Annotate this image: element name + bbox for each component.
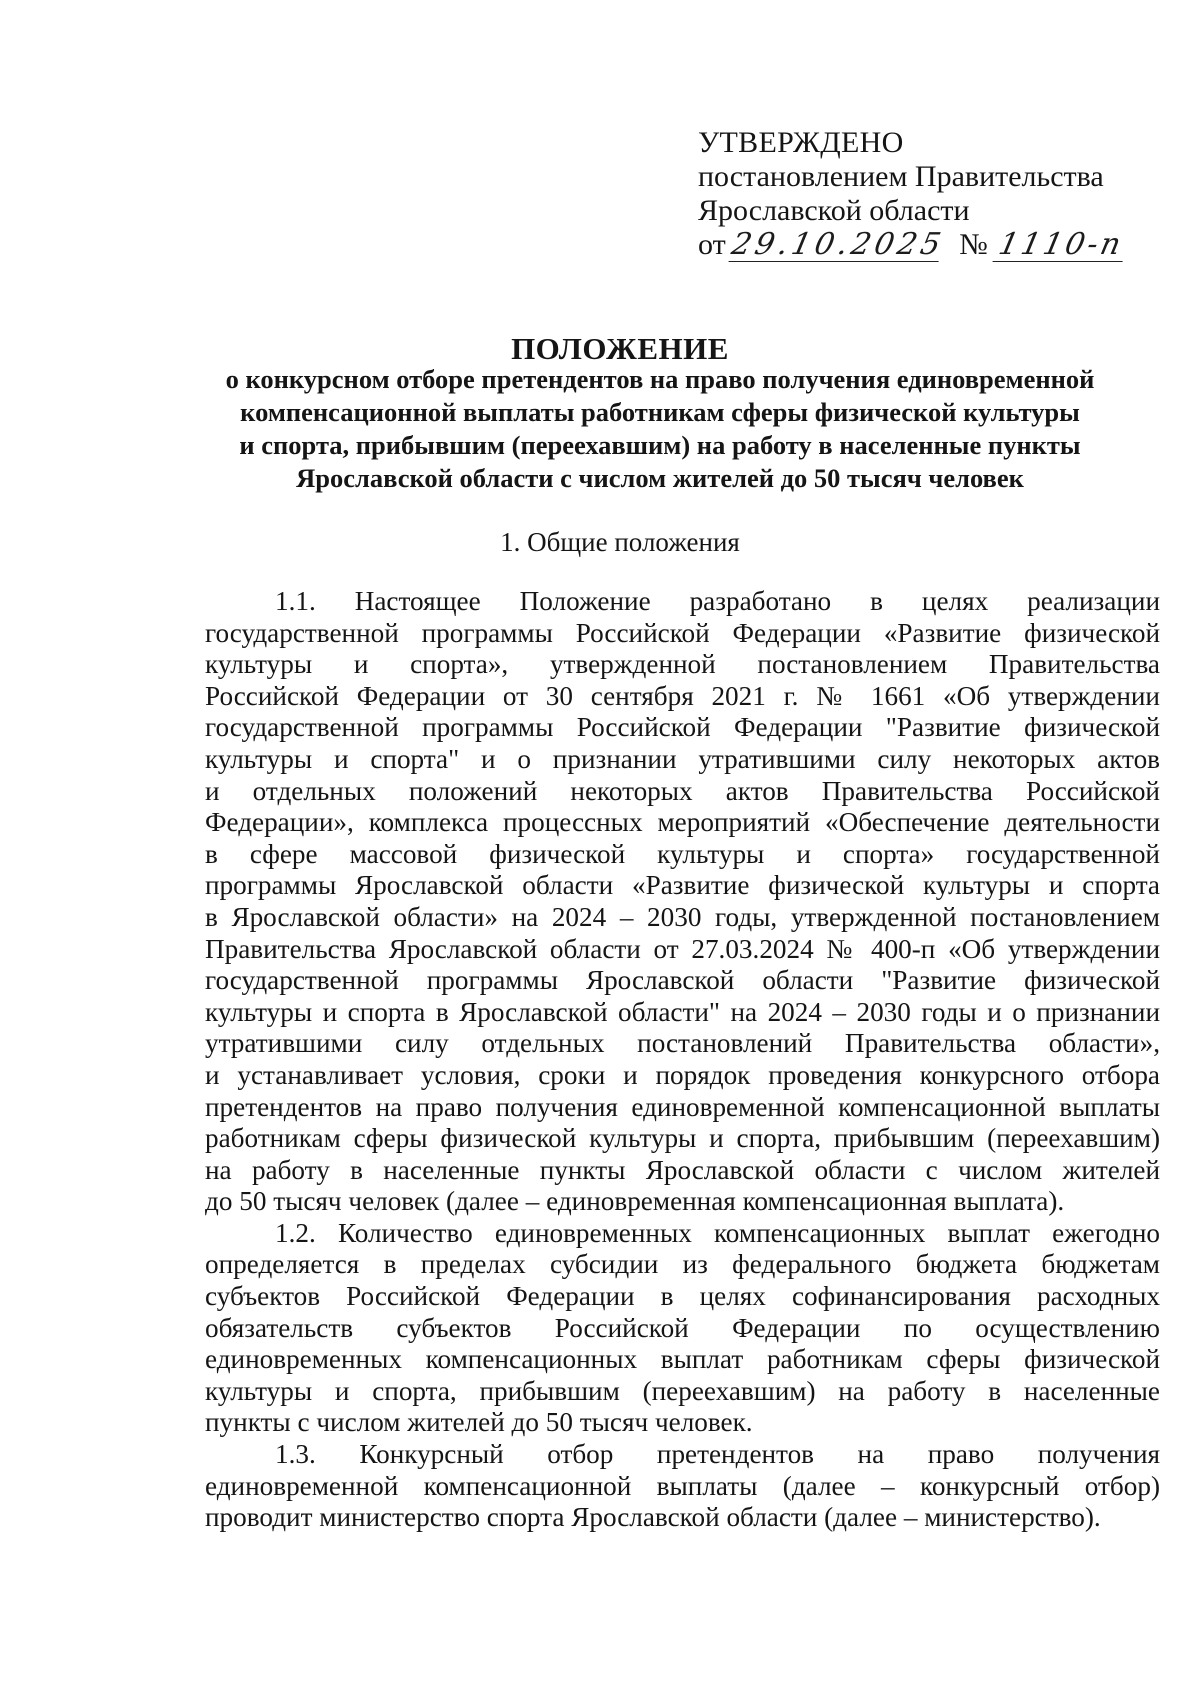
paragraph-line: культуры и спорта" и о признании утратившими силу некоторых актов [205, 743, 1160, 774]
document-title: ПОЛОЖЕНИЕ [511, 331, 729, 366]
paragraph-line: претендентов на право получения единовременной компенсационной выплаты [205, 1091, 1160, 1122]
paragraph [205, 1218, 1160, 1439]
body-text [205, 586, 1160, 1534]
paragraph-line: в сфере массовой физической культуры и спорта» государственной [205, 838, 1160, 869]
paragraph [205, 586, 1160, 1218]
approval-line-2: Ярославской области [698, 194, 970, 227]
paragraph-line: 1.3. Конкурсный отбор претендентов на право получения [275, 1439, 1160, 1470]
paragraph-line: обязательств субъектов Российской Федерации по осуществлению [205, 1312, 1160, 1343]
paragraph [205, 1439, 1160, 1534]
paragraph-line: работникам сферы физической культуры и спорта, прибывшим (переехавшим) [205, 1123, 1160, 1154]
paragraph-line: определяется в пределах субсидии из федерального бюджета бюджетам [205, 1249, 1160, 1280]
paragraph-line: в Ярославской области» на 2024 – 2030 годы, утвержденной постановлением [205, 901, 1160, 932]
paragraph-line: государственной программы Российской Федерации "Развитие физической [205, 712, 1160, 743]
number-prefix: № [959, 228, 988, 261]
subtitle-line: Ярославской области с числом жителей до 50 тысяч человек [296, 463, 1024, 493]
paragraph-line: Федерации», комплекса процессных мероприятий «Обеспечение деятельности [205, 807, 1160, 838]
paragraph-line: Правительства Ярославской области от 27.03.2024 № 400-п «Об утверждении [205, 933, 1160, 964]
paragraph-line: культуры и спорта в Ярославской области" на 2024 – 2030 годы и о признании [205, 996, 1160, 1027]
paragraph-line: проводит министерство спорта Ярославской области (далее – министерство). [205, 1502, 1101, 1533]
document-subtitle [170, 363, 1150, 495]
subtitle-line: компенсационной выплаты работникам сферы физической культуры [240, 397, 1080, 427]
paragraph-line: и отдельных положений некоторых актов Правительства Российской [205, 775, 1160, 806]
paragraph-line: программы Ярославской области «Развитие физической культуры и спорта [205, 870, 1160, 901]
paragraph-line: и устанавливает условия, сроки и порядок проведения конкурсного отбора [205, 1059, 1160, 1090]
subtitle-line: о конкурсном отборе претендентов на право получения единовременной [225, 364, 1095, 394]
paragraph-line: культуры и спорта, прибывшим (переехавшим) на работу в населенные [205, 1375, 1160, 1406]
paragraph-line: субъектов Российской Федерации в целях софинансирования расходных [205, 1281, 1160, 1312]
paragraph-line: утратившими силу отдельных постановлений Правительства области», [205, 1028, 1160, 1059]
handwritten-date: 29.10.2025 [728, 227, 948, 262]
approval-date-line [698, 228, 1138, 262]
paragraph-line: государственной программы Российской Федерации «Развитие физической [205, 617, 1160, 648]
approval-stamp [698, 126, 1138, 262]
paragraph-line: государственной программы Ярославской области "Развитие физической [205, 965, 1160, 996]
paragraph-line: единовременных компенсационных выплат работникам сферы физической [205, 1344, 1160, 1375]
approval-heading: УТВЕРЖДЕНО [698, 126, 904, 159]
paragraph-line: на работу в населенные пункты Ярославской области с числом жителей [205, 1154, 1160, 1185]
paragraph-line: Российской Федерации от 30 сентября 2021 г. № 1661 «Об утверждении [205, 680, 1160, 711]
section-heading: 1. Общие положения [500, 527, 740, 557]
paragraph-line: пункты с числом жителей до 50 тысяч человек. [205, 1407, 753, 1438]
approval-line-1: постановлением Правительства [698, 160, 1104, 193]
paragraph-line: единовременной компенсационной выплаты (далее – конкурсный отбор) [205, 1470, 1160, 1501]
paragraph-line: 1.1. Настоящее Положение разработано в целях реализации [275, 586, 1160, 616]
paragraph-line: 1.2. Количество единовременных компенсационных выплат ежегодно [275, 1217, 1160, 1248]
paragraph-line: культуры и спорта», утвержденной постановлением Правительства [205, 649, 1160, 680]
subtitle-line: и спорта, прибывшим (переехавшим) на работу в населенные пункты [239, 430, 1081, 460]
handwritten-number: 1110-п [992, 229, 1129, 262]
date-prefix: от [698, 228, 726, 261]
paragraph-line: до 50 тысяч человек (далее – единовременная компенсационная выплата). [205, 1186, 1065, 1217]
